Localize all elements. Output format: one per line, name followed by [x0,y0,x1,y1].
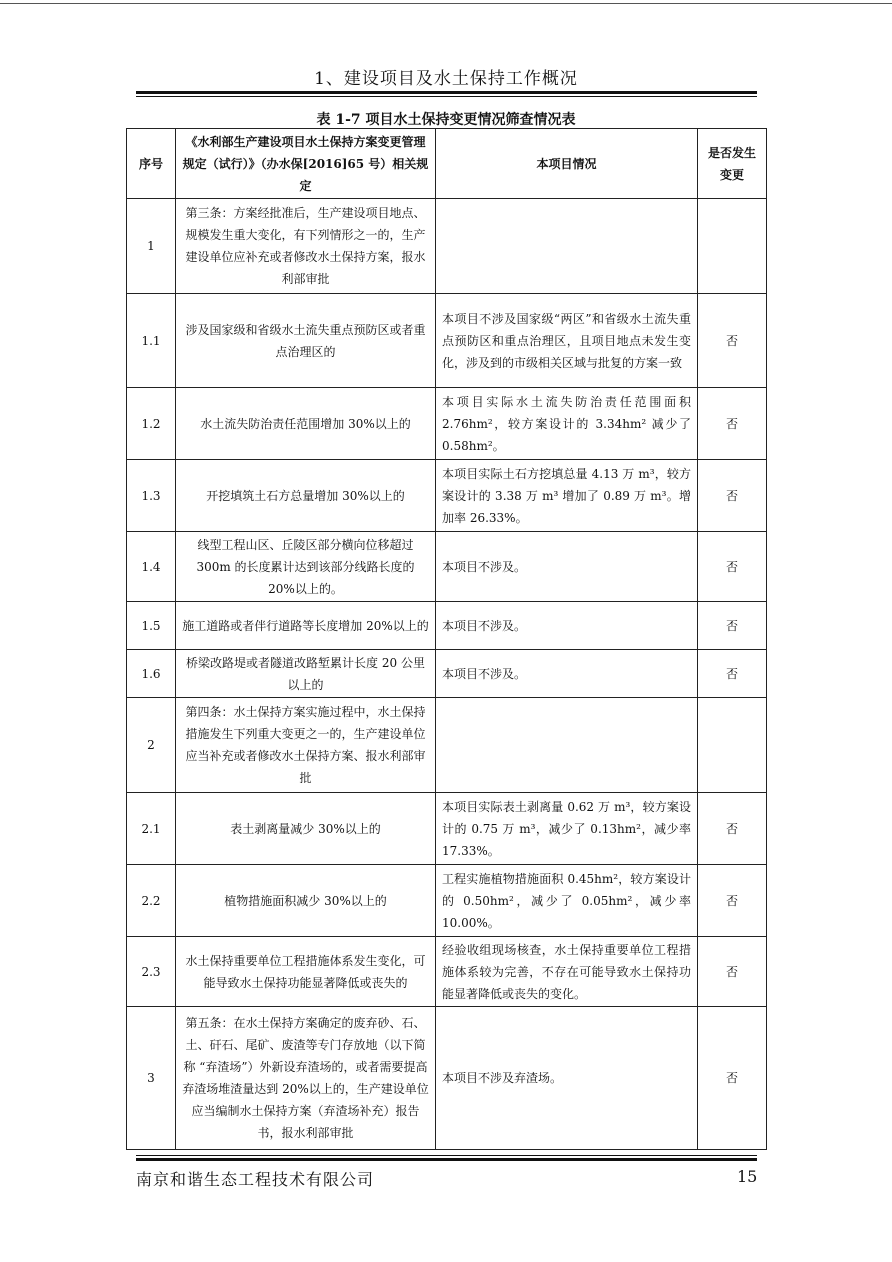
row-changed: 否 [698,793,767,865]
table-row [127,937,767,1007]
row-changed [698,199,767,294]
row-no: 1 [127,199,176,294]
table-row [127,698,767,793]
row-no: 2.2 [127,865,176,937]
table-row [127,388,767,460]
running-header-title: 1、建设项目及水土保持工作概况 [314,69,578,89]
row-no: 1.2 [127,388,176,460]
row-status: 本项目实际土石方挖填总量 4.13 万 m³，较方案设计的 3.38 万 m³ 增加了 0.89 万 m³。增加率 26.33%。 [436,460,698,532]
row-changed: 否 [698,865,767,937]
table-header-row [127,129,767,199]
row-changed: 否 [698,532,767,602]
table-caption: 表 1-7 项目水土保持变更情况筛查情况表 [316,112,576,128]
row-changed: 否 [698,1007,767,1150]
screening-table [126,128,767,1150]
page-top-border [0,3,892,4]
row-changed: 否 [698,937,767,1007]
row-status: 本项目实际表土剥离量 0.62 万 m³，较方案设计的 0.75 万 m³，减少了 0.13hm²，减少率 17.33%。 [436,793,698,865]
row-changed: 否 [698,460,767,532]
row-rule: 第三条：方案经批准后，生产建设项目地点、规模发生重大变化，有下列情形之一的，生产建设单位应补充或者修改水土保持方案，报水利部审批 [176,199,436,294]
row-rule: 开挖填筑土石方总量增加 30%以上的 [176,460,436,532]
row-no: 2.1 [127,793,176,865]
row-no: 3 [127,1007,176,1150]
row-status: 本项目不涉及。 [436,650,698,698]
table-row [127,865,767,937]
row-no: 1.6 [127,650,176,698]
page-number: 15 [737,1167,758,1186]
column-header-no: 序号 [127,129,176,199]
column-header-status: 本项目情况 [436,129,698,199]
row-status: 本项目不涉及国家级“两区”和省级水土流失重点预防区和重点治理区，且项目地点未发生变化，涉及到的市级相关区域与批复的方案一致 [436,294,698,388]
header-rule-thick [136,91,757,94]
table-row [127,602,767,650]
row-rule: 桥梁改路堤或者隧道改路堑累计长度 20 公里以上的 [176,650,436,698]
table-row [127,1007,767,1150]
row-rule: 第四条：水土保持方案实施过程中，水土保持措施发生下列重大变更之一的，生产建设单位应当补充或者修改水土保持方案、报水利部审批 [176,698,436,793]
row-status: 工程实施植物措施面积 0.45hm²，较方案设计的 0.50hm²，减少了 0.05hm²，减少率 10.00%。 [436,865,698,937]
row-status: 本项目不涉及。 [436,532,698,602]
row-rule: 涉及国家级和省级水土流失重点预防区或者重点治理区的 [176,294,436,388]
row-rule: 表土剥离量减少 30%以上的 [176,793,436,865]
table-row [127,294,767,388]
row-status [436,199,698,294]
table-row [127,460,767,532]
column-header-rule: 《水利部生产建设项目水土保持方案变更管理规定（试行）》（办水保[2016]65 号）相关规定 [176,129,436,199]
row-changed: 否 [698,650,767,698]
row-status: 经验收组现场核查，水土保持重要单位工程措施体系较为完善，不存在可能导致水土保持功能显著降低或丧失的变化。 [436,937,698,1007]
table-row [127,793,767,865]
row-status [436,698,698,793]
row-rule: 水土保持重要单位工程措施体系发生变化，可能导致水土保持功能显著降低或丧失的 [176,937,436,1007]
table-row [127,532,767,602]
table-row [127,650,767,698]
row-no: 1.5 [127,602,176,650]
row-no: 1.4 [127,532,176,602]
row-no: 1.1 [127,294,176,388]
header-rule-thin [136,96,757,97]
row-rule: 施工道路或者伴行道路等长度增加 20%以上的 [176,602,436,650]
row-changed [698,698,767,793]
row-rule: 线型工程山区、丘陵区部分横向位移超过 300m 的长度累计达到该部分线路长度的 20%以上的。 [176,532,436,602]
row-status: 本项目不涉及。 [436,602,698,650]
footer-rule-thick [136,1158,757,1161]
row-status: 本项目实际水土流失防治责任范围面积 2.76hm²，较方案设计的 3.34hm² 减少了 0.58hm²。 [436,388,698,460]
row-no: 2.3 [127,937,176,1007]
row-changed: 否 [698,388,767,460]
row-rule: 第五条：在水土保持方案确定的废弃砂、石、土、矸石、尾矿、废渣等专门存放地（以下简称 “弃渣场”）外新设弃渣场的，或者需要提高弃渣场堆渣量达到 20%以上的，生产建设单位应当编制水土保持方案（弃渣场补充）报告书，报水利部审批 [176,1007,436,1150]
row-status: 本项目不涉及弃渣场。 [436,1007,698,1150]
row-rule: 植物措施面积减少 30%以上的 [176,865,436,937]
row-rule: 水土流失防治责任范围增加 30%以上的 [176,388,436,460]
footer-rule-thin [136,1155,757,1156]
row-changed: 否 [698,602,767,650]
row-changed: 否 [698,294,767,388]
footer-company-name: 南京和谐生态工程技术有限公司 [136,1170,375,1189]
column-header-changed: 是否发生变更 [698,129,767,199]
table-row [127,199,767,294]
row-no: 1.3 [127,460,176,532]
row-no: 2 [127,698,176,793]
